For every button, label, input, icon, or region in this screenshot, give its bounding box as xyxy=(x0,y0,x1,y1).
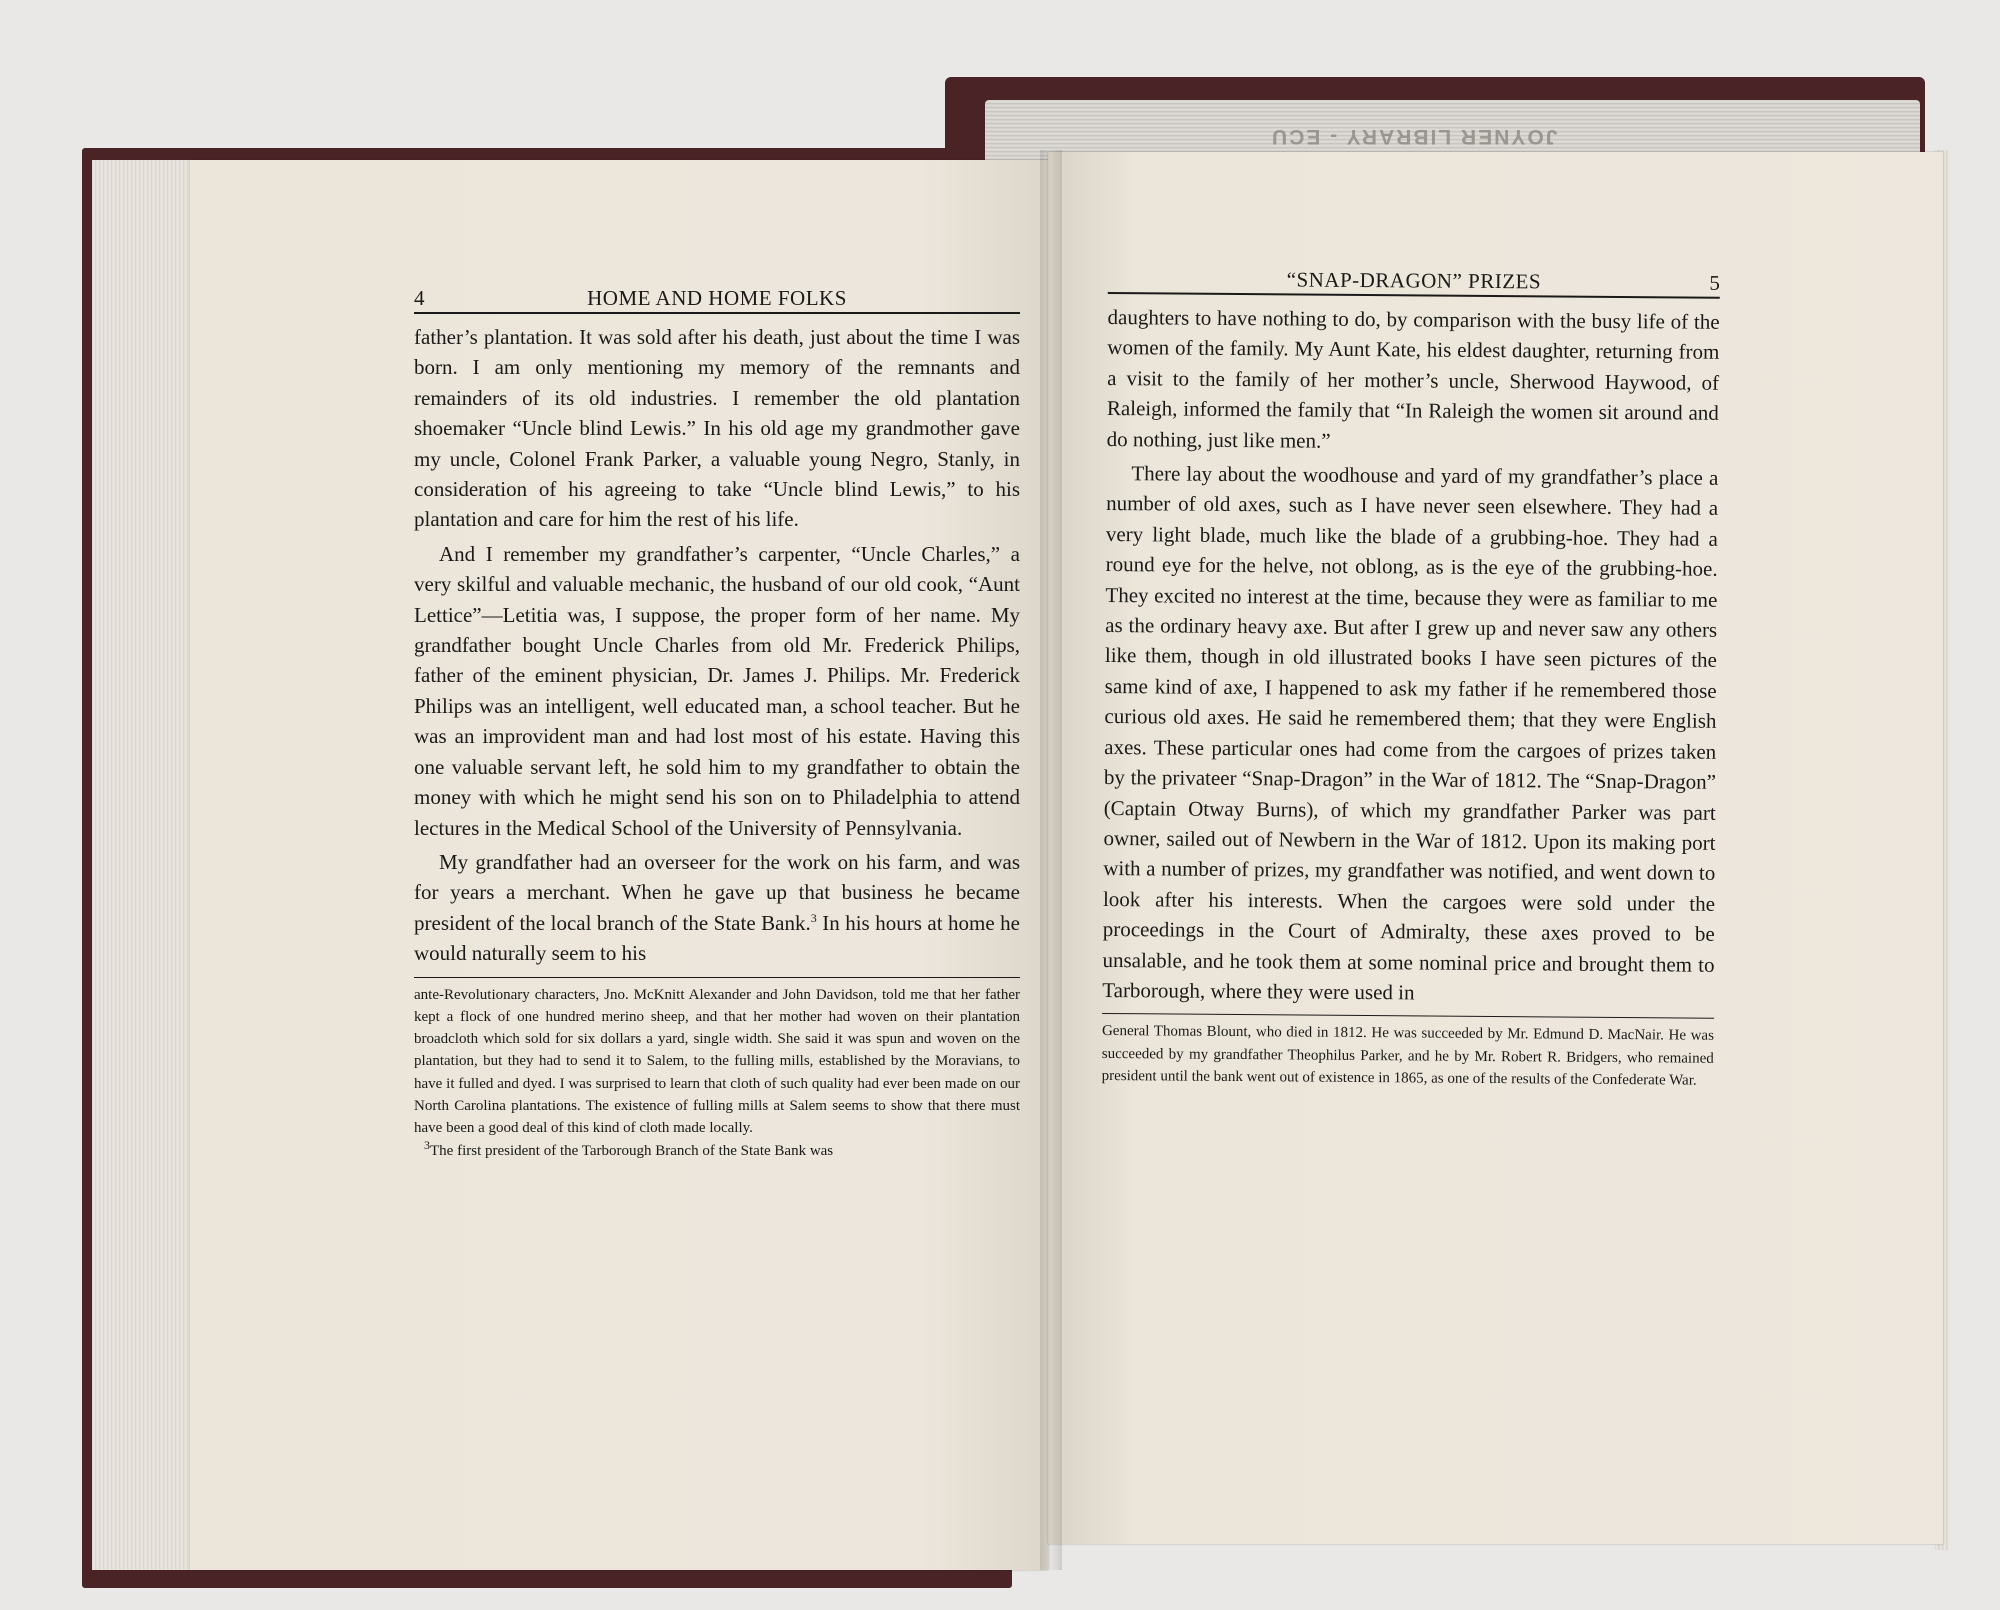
paragraph-tail: In his hours at home he would naturally seem to his xyxy=(414,910,1020,966)
left-page-header xyxy=(414,286,1020,314)
footnote-text: The first president of the Tarborough Branch of the State Bank was xyxy=(430,1142,834,1159)
page-number-left: 4 xyxy=(414,286,425,310)
paragraph-with-footnote-ref xyxy=(414,847,1020,969)
footnote-3 xyxy=(414,1137,1020,1162)
footnote-continued: General Thomas Blount, who died in 1812. He was succeeded by Mr. Edmund D. MacNair. He was succeeded by my grandfather Theophilus Parker, and he by Mr. Robert R. Bridgers, who remained president until the bank went out of existence in 1865, as one of the results of the Confederate War. xyxy=(1101,1023,1715,1089)
paragraph: daughters to have nothing to do, by comparison with the busy life of the women of the family. My Aunt Kate, his eldest daughter, returning from a visit to the family of her mother’s uncle, Sherwood Haywood, of Raleigh, informed the family that “In Raleigh the women sit around and do nothing, just like men.” xyxy=(1106,304,1720,453)
library-edge-stamp: JOYNER LIBRARY - ECU xyxy=(1270,125,1558,148)
page-edges-left xyxy=(92,160,203,1570)
page-number-right: 5 xyxy=(1709,270,1720,295)
paragraph: There lay about the woodhouse and yard of my grandfather’s place a number of old axes, such as I have never seen elsewhere. They had a very light blade, much like the blade of a grubbing-hoe. They had a round eye for the helve, not oblong, as is the eye of the grubbing-hoe. They excited no interest at the time, because they were as familiar to me as the ordinary heavy axe. But after I grew up and never saw any others like them, though in old illustrated books I have seen pictures of the same kind of axe, I happened to ask my father if he remembered those curious old axes. He said he remembered them; that they were English axes. These particular ones had come from the cargoes of prizes taken by the privateer “Snap-Dragon” in the War of 1812. The “Snap-Dragon” (Captain Otway Burns), of which my grandfather Parker was part owner, sailed out of Newbern in the War of 1812. Upon its making port with a number of prizes, my grandfather was notified, and went down to look after his interests. When the cargoes were sold under the proceedings in the Court of Admiralty, these axes proved to be unsalable, and he took them at some nominal price and brought them to Tarborough, where they were used in xyxy=(1102,461,1719,1005)
running-head-right: “SNAP-DRAGON” PRIZES xyxy=(1286,267,1542,294)
paragraph: father’s plantation. It was sold after his death, just about the time I was born. I am only mentioning my memory of the remnants and remainders of its old industries. I remember the old plantation shoemaker “Uncle blind Lewis.” In his old age my grandmother gave my uncle, Colonel Frank Parker, a valuable young Negro, Stanly, in consideration of his agreeing to take “Uncle blind Lewis,” to his plantation and care for him the rest of his life. xyxy=(414,325,1020,532)
paragraph-text: My grandfather had an overseer for the work on his farm, and was for years a merchant. When he gave up that business he became president of the local branch of the State Bank. xyxy=(414,849,1020,935)
footnote-marker: 3 xyxy=(424,1137,430,1152)
footnotes-left xyxy=(414,977,1020,1162)
running-head-left: HOME AND HOME FOLKS xyxy=(587,286,847,310)
footnote-continued: ante-Revolutionary characters, Jno. McKnitt Alexander and John Davidson, told me that her father kept a flock of one hundred merino sheep, and that her mother had woven on their plantation broadcloth which sold for six dollars a yard, single width. She said it was spun and woven on the plantation, but they had to send it to Salem, to the fulling mills, established by the Moravians, to have it fulled and dyed. I was surprised to learn that cloth of such quality had ever been made on our North Carolina plantations. The existence of fulling mills at Salem seems to show that there must have been a good deal of this kind of cloth made locally. xyxy=(414,986,1020,1137)
right-page-header xyxy=(1108,266,1720,299)
paragraph: And I remember my grandfather’s carpenter, “Uncle Charles,” a very skilful and valuable mechanic, the husband of our old cook, “Aunt Lettice”—Letitia was, I suppose, the proper form of her name. My grandfather bought Uncle Charles from old Mr. Frederick Philips, father of the eminent physician, Dr. James J. Philips. Mr. Frederick Philips was an intelligent, well educated man, a school teacher. But he was an improvident man and had lost most of his estate. Having this one valuable servant left, he sold him to my grandfather to obtain the money with which he might send his son on to Philadelphia to attend lectures in the Medical School of the University of Pennsylvania. xyxy=(414,541,1020,840)
footnote-ref: 3 xyxy=(810,910,817,925)
footnotes-right xyxy=(1102,1013,1715,1092)
book-gutter xyxy=(1040,150,1062,1570)
right-page-text xyxy=(1102,266,1720,1092)
left-page-text xyxy=(414,286,1020,1162)
